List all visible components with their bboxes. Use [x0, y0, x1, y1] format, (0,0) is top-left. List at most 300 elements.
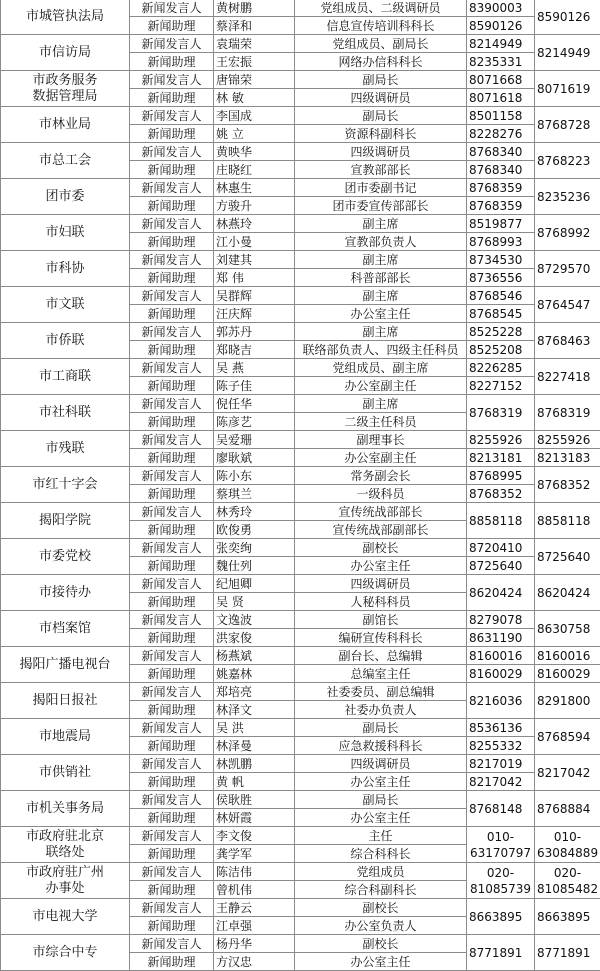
person-name: 林妍霞: [214, 809, 295, 827]
role-cell: 新闻助理: [130, 665, 214, 683]
phone-cell: 8235331: [467, 53, 535, 71]
role-cell: 新闻发言人: [130, 863, 214, 881]
phone-cell: 8768352: [467, 485, 535, 503]
fax-cell: 8729570: [535, 251, 600, 287]
role-cell: 新闻助理: [130, 953, 214, 971]
phone-cell: 8160016: [467, 647, 535, 665]
position-cell: 办公室主任: [295, 773, 467, 791]
person-name: 陈子佳: [214, 377, 295, 395]
person-name: 江卓强: [214, 917, 295, 935]
role-cell: 新闻发言人: [130, 935, 214, 953]
role-cell: 新闻发言人: [130, 0, 214, 17]
fax-cell: 8663895: [535, 899, 600, 935]
text-line: 市政务服务: [3, 73, 127, 89]
role-cell: 新闻发言人: [130, 359, 214, 377]
position-cell: 宣传统战部部长: [295, 503, 467, 521]
phone-cell: 8768995: [467, 467, 535, 485]
table-row: [1, 503, 600, 521]
role-cell: 新闻助理: [130, 737, 214, 755]
table-row: [1, 827, 600, 845]
role-cell: 新闻发言人: [130, 323, 214, 341]
position-cell: 副主席: [295, 215, 467, 233]
phone-cell: 8217019: [467, 755, 535, 773]
text-line: 市政府驻广州: [3, 865, 127, 881]
position-cell: 二级主任科员: [295, 413, 467, 431]
position-cell: 四级调研员: [295, 143, 467, 161]
table-row: [1, 179, 600, 197]
phone-cell: 8071618: [467, 89, 535, 107]
role-cell: 新闻助理: [130, 809, 214, 827]
text-line: 020-: [469, 865, 532, 881]
position-cell: 总编室主任: [295, 665, 467, 683]
fax-cell: 8590126: [535, 0, 600, 35]
unit-name: 市地震局: [1, 719, 130, 755]
phone-cell: 8228276: [467, 125, 535, 143]
person-name: 李文俊: [214, 827, 295, 845]
phone-cell: 8858118: [467, 503, 535, 539]
table-row: [1, 71, 600, 89]
phone-cell: 8736556: [467, 269, 535, 287]
position-cell: 副局长: [295, 719, 467, 737]
fax-cell: 8768884: [535, 791, 600, 827]
position-cell: 党组成员、副局长: [295, 35, 467, 53]
person-name: 纪旭卿: [214, 575, 295, 593]
table-row: [1, 755, 600, 773]
role-cell: 新闻助理: [130, 161, 214, 179]
role-cell: 新闻助理: [130, 377, 214, 395]
text-line: 办事处: [3, 881, 127, 897]
unit-name: 揭阳日报社: [1, 683, 130, 719]
text-line: 81085739: [469, 881, 532, 897]
contacts-table-body: [1, 0, 600, 971]
phone-cell: 8663895: [467, 899, 535, 935]
role-cell: 新闻助理: [130, 701, 214, 719]
person-name: 江小曼: [214, 233, 295, 251]
unit-name: 市机关事务局: [1, 791, 130, 827]
phone-cell: 8768993: [467, 233, 535, 251]
person-name: 汪庆辉: [214, 305, 295, 323]
role-cell: 新闻发言人: [130, 827, 214, 845]
phone-cell: 8226285: [467, 359, 535, 377]
person-name: 林惠生: [214, 179, 295, 197]
position-cell: 社委办负责人: [295, 701, 467, 719]
position-cell: 一级科员: [295, 485, 467, 503]
table-row: [1, 35, 600, 53]
person-name: 陈洁伟: [214, 863, 295, 881]
position-cell: 团市委副书记: [295, 179, 467, 197]
position-cell: 信息宣传培训科科长: [295, 17, 467, 35]
person-name: 洪家俊: [214, 629, 295, 647]
table-row: [1, 683, 600, 701]
position-cell: 应急救援科科长: [295, 737, 467, 755]
unit-name: 市档案馆: [1, 611, 130, 647]
table-row: [1, 215, 600, 233]
role-cell: 新闻发言人: [130, 719, 214, 737]
position-cell: 副主席: [295, 395, 467, 413]
fax-cell: 8217042: [535, 755, 600, 791]
person-name: 龚学军: [214, 845, 295, 863]
phone-cell: 8768319: [467, 395, 535, 431]
fax-cell: 8764547: [535, 287, 600, 323]
table-row: [1, 251, 600, 269]
fax-cell: 8858118: [535, 503, 600, 539]
fax-cell: 8768319: [535, 395, 600, 431]
role-cell: 新闻发言人: [130, 71, 214, 89]
person-name: 蔡琪兰: [214, 485, 295, 503]
phone-cell: 8768148: [467, 791, 535, 827]
fax-cell: 8768594: [535, 719, 600, 755]
position-cell: 副台长、总编辑: [295, 647, 467, 665]
role-cell: 新闻发言人: [130, 683, 214, 701]
fax-cell: 8768352: [535, 467, 600, 503]
position-cell: 办公室副主任: [295, 449, 467, 467]
phone-cell: 8768546: [467, 287, 535, 305]
role-cell: 新闻助理: [130, 17, 214, 35]
position-cell: 科普部部长: [295, 269, 467, 287]
fax-cell: [535, 863, 600, 899]
role-cell: 新闻助理: [130, 305, 214, 323]
person-name: 郑 伟: [214, 269, 295, 287]
table-row: [1, 791, 600, 809]
position-cell: 社委委员、副总编辑: [295, 683, 467, 701]
position-cell: 宣教部部长: [295, 161, 467, 179]
table-row: [1, 359, 600, 377]
role-cell: 新闻助理: [130, 53, 214, 71]
person-name: 陈小东: [214, 467, 295, 485]
phone-cell: 8214949: [467, 35, 535, 53]
unit-name: 市综合中专: [1, 935, 130, 971]
phone-cell: [467, 827, 535, 863]
person-name: 王静云: [214, 899, 295, 917]
person-name: 魏仕列: [214, 557, 295, 575]
table-row: [1, 719, 600, 737]
position-cell: 副主席: [295, 323, 467, 341]
person-name: 文逸波: [214, 611, 295, 629]
phone-cell: 8501158: [467, 107, 535, 125]
role-cell: 新闻发言人: [130, 251, 214, 269]
unit-name: [1, 71, 130, 107]
phone-cell: 8217042: [467, 773, 535, 791]
role-cell: 新闻助理: [130, 269, 214, 287]
unit-name: 市总工会: [1, 143, 130, 179]
position-cell: 办公室主任: [295, 809, 467, 827]
person-name: 郭苏丹: [214, 323, 295, 341]
phone-cell: 8227152: [467, 377, 535, 395]
position-cell: 副馆长: [295, 611, 467, 629]
person-name: 黄树鹏: [214, 0, 295, 17]
unit-name: 市接待办: [1, 575, 130, 611]
role-cell: 新闻发言人: [130, 539, 214, 557]
table-row: [1, 143, 600, 161]
role-cell: 新闻发言人: [130, 143, 214, 161]
person-name: 方骏升: [214, 197, 295, 215]
person-name: 李国成: [214, 107, 295, 125]
role-cell: 新闻助理: [130, 917, 214, 935]
phone-cell: 8525208: [467, 341, 535, 359]
position-cell: 副主席: [295, 287, 467, 305]
phone-cell: 8768359: [467, 197, 535, 215]
phone-cell: 8768359: [467, 179, 535, 197]
unit-name: 市科协: [1, 251, 130, 287]
role-cell: 新闻发言人: [130, 395, 214, 413]
phone-cell: 8255332: [467, 737, 535, 755]
phone-cell: 8734530: [467, 251, 535, 269]
phone-cell: 8620424: [467, 575, 535, 611]
position-cell: 党组成员、二级调研员: [295, 0, 467, 17]
person-name: 吴 洪: [214, 719, 295, 737]
fax-cell: 8255926: [535, 431, 600, 449]
text-line: 020-: [537, 865, 598, 881]
position-cell: 副局长: [295, 791, 467, 809]
person-name: 黄 帆: [214, 773, 295, 791]
person-name: 蔡泽和: [214, 17, 295, 35]
unit-name: 团市委: [1, 179, 130, 215]
person-name: 袁瑞荣: [214, 35, 295, 53]
person-name: 杨燕斌: [214, 647, 295, 665]
role-cell: 新闻发言人: [130, 611, 214, 629]
position-cell: 办公室主任: [295, 953, 467, 971]
role-cell: 新闻助理: [130, 521, 214, 539]
table-row: [1, 287, 600, 305]
role-cell: 新闻发言人: [130, 791, 214, 809]
phone-cell: 8771891: [467, 935, 535, 971]
fax-cell: 8235236: [535, 179, 600, 215]
role-cell: 新闻助理: [130, 557, 214, 575]
role-cell: 新闻助理: [130, 629, 214, 647]
table-row: [1, 107, 600, 125]
role-cell: 新闻发言人: [130, 503, 214, 521]
phone-cell: 8590126: [467, 17, 535, 35]
unit-name: 市侨联: [1, 323, 130, 359]
table-row: [1, 863, 600, 881]
unit-name: 揭阳学院: [1, 503, 130, 539]
fax-cell: 8768728: [535, 107, 600, 143]
position-cell: 编研宣传科科长: [295, 629, 467, 647]
person-name: 张奕绚: [214, 539, 295, 557]
phone-cell: 8213181: [467, 449, 535, 467]
role-cell: 新闻助理: [130, 593, 214, 611]
position-cell: 副局长: [295, 107, 467, 125]
table-row: [1, 899, 600, 917]
position-cell: 常务副会长: [295, 467, 467, 485]
phone-cell: 8216036: [467, 683, 535, 719]
phone-cell: 8390003: [467, 0, 535, 17]
text-line: 63170797: [469, 845, 532, 861]
text-line: 63084889: [537, 845, 598, 861]
phone-cell: 8279078: [467, 611, 535, 629]
role-cell: 新闻发言人: [130, 179, 214, 197]
unit-name: 市委党校: [1, 539, 130, 575]
position-cell: 综合科副科长: [295, 881, 467, 899]
person-name: 吴 贤: [214, 593, 295, 611]
person-name: 吴群辉: [214, 287, 295, 305]
position-cell: 网络办信科科长: [295, 53, 467, 71]
phone-cell: 8768340: [467, 143, 535, 161]
person-name: 唐锦荣: [214, 71, 295, 89]
fax-cell: 8620424: [535, 575, 600, 611]
unit-name: 市工商联: [1, 359, 130, 395]
fax-cell: 8768992: [535, 215, 600, 251]
position-cell: 副校长: [295, 899, 467, 917]
phone-cell: [467, 863, 535, 899]
fax-cell: 8630758: [535, 611, 600, 647]
position-cell: 四级调研员: [295, 575, 467, 593]
person-name: 倪任华: [214, 395, 295, 413]
position-cell: 党组成员: [295, 863, 467, 881]
phone-cell: 8768545: [467, 305, 535, 323]
phone-cell: 8631190: [467, 629, 535, 647]
unit-name: 市社科联: [1, 395, 130, 431]
table-row: [1, 647, 600, 665]
position-cell: 团市委宣传部部长: [295, 197, 467, 215]
person-name: 林燕玲: [214, 215, 295, 233]
phone-cell: 8255926: [467, 431, 535, 449]
unit-name: 市妇联: [1, 215, 130, 251]
role-cell: 新闻发言人: [130, 899, 214, 917]
position-cell: 综合科科长: [295, 845, 467, 863]
position-cell: 办公室主任: [295, 557, 467, 575]
person-name: 曾机伟: [214, 881, 295, 899]
person-name: 方汉忠: [214, 953, 295, 971]
phone-cell: 8525228: [467, 323, 535, 341]
role-cell: 新闻助理: [130, 449, 214, 467]
table-row: [1, 431, 600, 449]
person-name: 陈彦艺: [214, 413, 295, 431]
role-cell: 新闻助理: [130, 89, 214, 107]
person-name: 吴 燕: [214, 359, 295, 377]
person-name: 杨丹华: [214, 935, 295, 953]
role-cell: 新闻发言人: [130, 35, 214, 53]
fax-cell: 8768463: [535, 323, 600, 359]
role-cell: 新闻助理: [130, 881, 214, 899]
role-cell: 新闻发言人: [130, 431, 214, 449]
table-row: [1, 323, 600, 341]
phone-cell: 8519877: [467, 215, 535, 233]
table-row: [1, 467, 600, 485]
position-cell: 宣传统战部副部长: [295, 521, 467, 539]
phone-cell: 8725640: [467, 557, 535, 575]
unit-name: 市电视大学: [1, 899, 130, 935]
table-row: [1, 395, 600, 413]
position-cell: 副主席: [295, 251, 467, 269]
role-cell: 新闻助理: [130, 773, 214, 791]
phone-cell: 8768340: [467, 161, 535, 179]
fax-cell: 8771891: [535, 935, 600, 971]
position-cell: 主任: [295, 827, 467, 845]
unit-name: 市林业局: [1, 107, 130, 143]
role-cell: 新闻助理: [130, 197, 214, 215]
person-name: 林泽曼: [214, 737, 295, 755]
position-cell: 副理事长: [295, 431, 467, 449]
fax-cell: [535, 827, 600, 863]
text-line: 数据管理局: [3, 89, 127, 105]
person-name: 郑培亮: [214, 683, 295, 701]
unit-name: [1, 863, 130, 899]
person-name: 林秀玲: [214, 503, 295, 521]
fax-cell: 8160016: [535, 647, 600, 665]
unit-name: 市城管执法局: [1, 0, 130, 35]
fax-cell: 8768223: [535, 143, 600, 179]
table-row: [1, 0, 600, 17]
person-name: 林凯鹏: [214, 755, 295, 773]
fax-cell: 8214949: [535, 35, 600, 71]
phone-cell: 8536136: [467, 719, 535, 737]
text-line: 010-: [469, 829, 532, 845]
table-row: [1, 575, 600, 593]
fax-cell: 8071619: [535, 71, 600, 107]
phone-cell: 8720410: [467, 539, 535, 557]
position-cell: 人秘科科员: [295, 593, 467, 611]
position-cell: 四级调研员: [295, 89, 467, 107]
person-name: 欧俊勇: [214, 521, 295, 539]
role-cell: 新闻发言人: [130, 467, 214, 485]
person-name: 刘建其: [214, 251, 295, 269]
text-line: 81085482: [537, 881, 598, 897]
role-cell: 新闻发言人: [130, 107, 214, 125]
role-cell: 新闻助理: [130, 125, 214, 143]
text-line: 联络处: [3, 845, 127, 861]
person-name: 姚嘉林: [214, 665, 295, 683]
person-name: 林 敏: [214, 89, 295, 107]
text-line: 市政府驻北京: [3, 829, 127, 845]
fax-cell: 8227418: [535, 359, 600, 395]
person-name: 廖耿斌: [214, 449, 295, 467]
unit-name: [1, 827, 130, 863]
table-row: [1, 539, 600, 557]
unit-name: 市供销社: [1, 755, 130, 791]
person-name: 林泽文: [214, 701, 295, 719]
position-cell: 副局长: [295, 71, 467, 89]
table-row: [1, 935, 600, 953]
unit-name: 市文联: [1, 287, 130, 323]
position-cell: 办公室副主任: [295, 377, 467, 395]
text-line: 010-: [537, 829, 598, 845]
role-cell: 新闻发言人: [130, 287, 214, 305]
role-cell: 新闻发言人: [130, 215, 214, 233]
role-cell: 新闻发言人: [130, 647, 214, 665]
person-name: 姚 立: [214, 125, 295, 143]
fax-cell: 8213183: [535, 449, 600, 467]
person-name: 王宏振: [214, 53, 295, 71]
unit-name: 市红十字会: [1, 467, 130, 503]
unit-name: 市信访局: [1, 35, 130, 71]
position-cell: 办公室主任: [295, 305, 467, 323]
person-name: 吴爱珊: [214, 431, 295, 449]
person-name: 庄晓红: [214, 161, 295, 179]
table-row: [1, 611, 600, 629]
position-cell: 联络部负责人、四级主任科员: [295, 341, 467, 359]
position-cell: 资源科副科长: [295, 125, 467, 143]
role-cell: 新闻助理: [130, 485, 214, 503]
unit-name: 市残联: [1, 431, 130, 467]
role-cell: 新闻发言人: [130, 755, 214, 773]
position-cell: 四级调研员: [295, 755, 467, 773]
fax-cell: 8160029: [535, 665, 600, 683]
role-cell: 新闻助理: [130, 845, 214, 863]
role-cell: 新闻助理: [130, 341, 214, 359]
position-cell: 党组成员、副主席: [295, 359, 467, 377]
fax-cell: 8725640: [535, 539, 600, 575]
unit-name: 揭阳广播电视台: [1, 647, 130, 683]
position-cell: 宣教部负责人: [295, 233, 467, 251]
person-name: 黄映华: [214, 143, 295, 161]
position-cell: 办公室负责人: [295, 917, 467, 935]
role-cell: 新闻助理: [130, 413, 214, 431]
position-cell: 副校长: [295, 539, 467, 557]
person-name: 侯耿胜: [214, 791, 295, 809]
fax-cell: 8291800: [535, 683, 600, 719]
role-cell: 新闻助理: [130, 233, 214, 251]
